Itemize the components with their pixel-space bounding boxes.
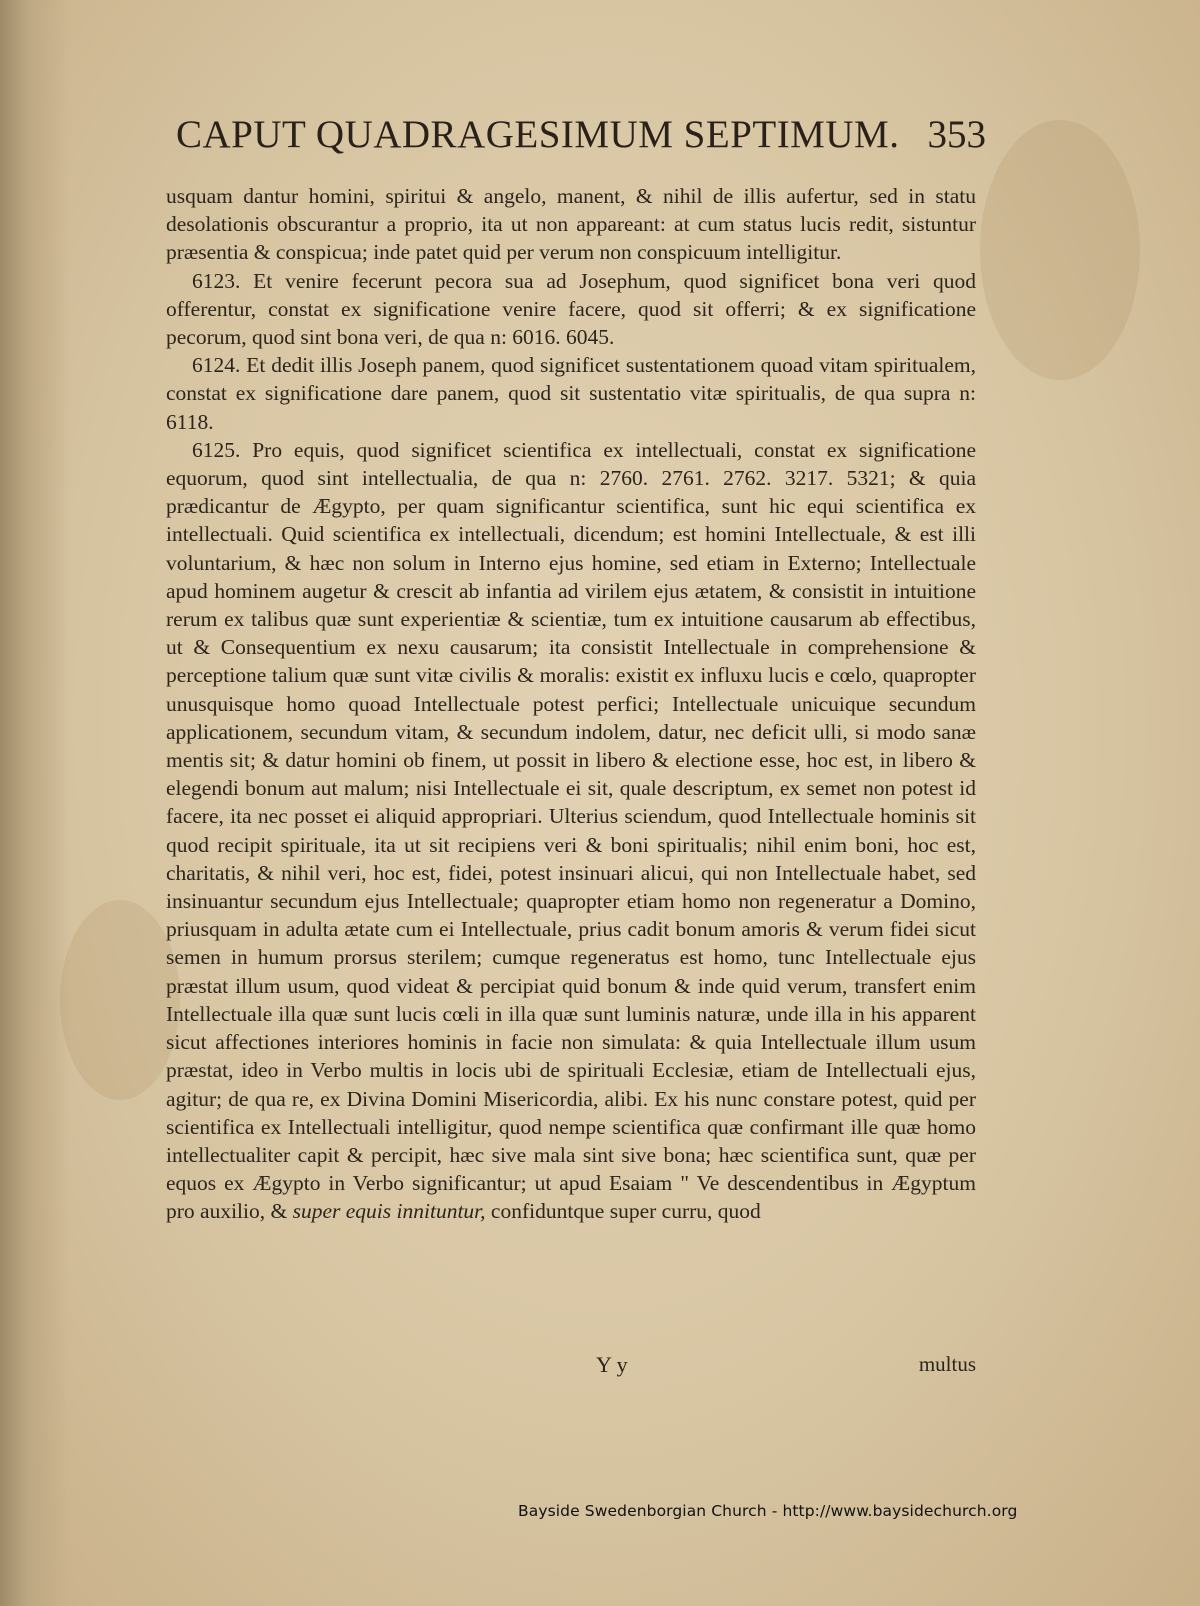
running-head: CAPUT QUADRAGESIMUM SEPTIMUM. <box>176 113 900 156</box>
page-footer <box>166 1352 976 1382</box>
paragraph: usquam dantur homini, spiritui & angelo, manent, & nihil de illis aufertur, sed in statu desolationis obscurantur a proprio, ita ut non appareant: at cum status lucis redit, sistuntur præsentia & conspicua; inde patet quid per verum non conspicuum intelligitur. <box>166 184 976 265</box>
body-text <box>166 182 976 1226</box>
page-header <box>176 112 986 168</box>
italic-quote: super equis innituntur, <box>292 1199 486 1224</box>
paper-stain <box>60 900 180 1100</box>
paragraph-6124: 6124. Et dedit illis Joseph panem, quod significet sustentationem quoad vitam spiritualem, constat ex significatione dare panem, quod sit sustentatio vitæ spiritualis, de qua supra n: 6118. <box>166 353 976 434</box>
signature-mark: Y y <box>596 1352 628 1377</box>
paragraph-text: 6125. Pro equis, quod significet scientifica ex intellectuali, constat ex significatione equorum, quod sint intellectualia, de qua n: 2760. 2761. 2762. 3217. 5321; & quia prædicantur de Ægypto, per quam significantur scientifica, sunt hic equi scientifica ex intellectuali. Quid scientifica ex intellectuali, dicendum; est homini Intellectuale, & est illi voluntarium, & hæc non solum in Interno ejus homine, sed etiam in Externo; Intellectuale apud hominem augetur & crescit ab infantia ad virilem ejus ætatem, & consistit in intuitione rerum ex talibus quæ sunt experientiæ & scientiæ, tum ex intuitione causarum ab effectibus, ut & Consequentium ex nexu causarum; ita consistit Intellectuale in comprehensione & perceptione talium quæ sunt vitæ civilis & moralis: existit ex influxu lucis e cœlo, quapropter unusquisque homo quoad Intellectuale potest perfici; Intellectuale unicuique secundum applicationem, secundum vitam, & secundum indolem, datur, nec deficit ulli, si modo sanæ mentis sit; & datur homini ob finem, ut possit in libero & electione esse, hoc est, in libero & elegendi bonum aut malum; nisi Intellectuale ei sit, quale descriptum, ex semet non potest id facere, ita nec posset ei aliquid appropriari. Ulterius sciendum, quod Intellectuale hominis sit quod recipit spirituale, ita ut sit recipiens veri & boni spiritualis; nihil enim boni, hoc est, charitatis, & nihil veri, hoc est, fidei, potest insinuari alicui, qui non Intellectuale habet, sed insinuantur secundum ejus Intellectuale; quapropter etiam homo non regeneratur a Domino, priusquam in adulta ætate cum ei Intellectuale, prius cadit bonum amoris & verum fidei sicut semen in humum prorsus sterilem; cumque regeneratus est homo, tunc Intellectuale ejus præstat illum usum, quod videat & percipiat quid bonum & inde quid verum, transfert enim Intellectuale illa quæ sunt lucis cœli in illa quæ sunt luminis naturæ, unde illa in his apparent sicut affectiones interiores hominis in facie non simulata: & quia Intellectuale illum usum præstat, ideo in Verbo multis in locis ubi de spirituali Ecclesiæ, etiam de Intellectuali ejus, agitur; de qua re, ex Divina Domini Misericordia, alibi. Ex his nunc constare potest, quid per scientifica ex Intellectuali intelligitur, quod nempe scientifica quæ confirmant ille quæ homo intellectualiter capit & percipit, hæc sive mala sint sive bona; hæc scientifica sunt, quæ per equos ex Ægypto in Verbo significantur; ut apud Esaiam " Ve descendentibus in Ægyptum pro auxilio, & <box>166 437 976 1224</box>
page-number: 353 <box>927 113 986 156</box>
source-credit: Bayside Swedenborgian Church - http://www.baysidechurch.org <box>518 1502 1018 1520</box>
paragraph-6123: 6123. Et venire fecerunt pecora sua ad Josephum, quod significet bona veri quod offerentur, constat ex significatione venire facere, quod sit offerri; & ex significatione pecorum, quod sint bona veri, de qua n: 6016. 6045. <box>166 268 976 350</box>
paragraph-text: confiduntque super curru, quod <box>485 1199 761 1224</box>
paragraph-6125 <box>166 436 976 1226</box>
catchword: multus <box>918 1352 976 1376</box>
paper-stain <box>980 120 1140 380</box>
binding-shadow <box>0 0 70 1606</box>
